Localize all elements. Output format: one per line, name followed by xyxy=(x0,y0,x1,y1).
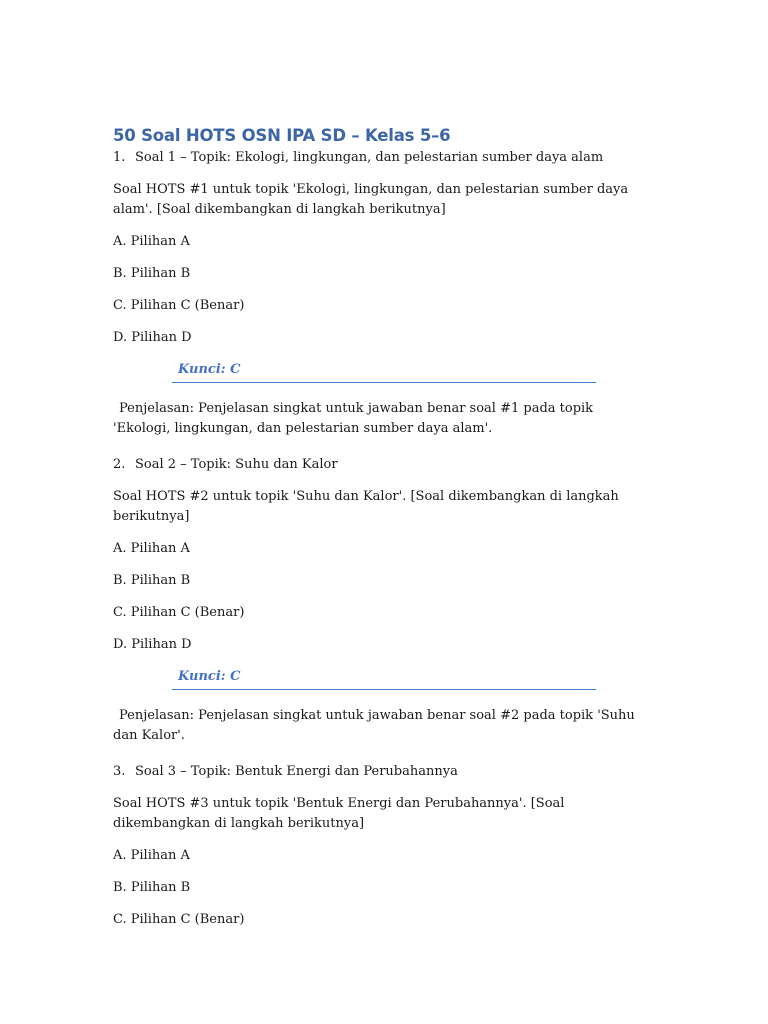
question-topic: Soal 1 – Topik: Ekologi, lingkungan, dan pelestarian sumber daya alam xyxy=(135,150,604,165)
question-stem: Soal HOTS #3 untuk topik 'Bentuk Energi dan Perubahannya'. [Soal dikembangkan di langkah berikutnya] xyxy=(113,796,565,831)
answer-key-underline xyxy=(172,689,596,690)
question-topic: Soal 3 – Topik: Bentuk Energi dan Perubahannya xyxy=(135,764,458,779)
document-title: 50 Soal HOTS OSN IPA SD – Kelas 5–6 xyxy=(113,126,451,145)
answer-key: Kunci: C xyxy=(178,362,241,377)
answer-key-underline xyxy=(172,382,596,383)
option-c: C. Pilihan C (Benar) xyxy=(113,298,245,313)
option-c: C. Pilihan C (Benar) xyxy=(113,912,245,927)
question-stem: Soal HOTS #1 untuk topik 'Ekologi, lingkungan, dan pelestarian sumber daya alam'. [Soal dikembangkan di langkah berikutnya] xyxy=(113,182,629,217)
answer-key-box xyxy=(172,667,596,690)
option-a: A. Pilihan A xyxy=(113,541,190,556)
option-d: D. Pilihan D xyxy=(113,330,192,345)
explanation: Penjelasan: Penjelasan singkat untuk jawaban benar soal #1 pada topik 'Ekologi, lingkungan, dan pelestarian sumber daya alam'. xyxy=(113,401,594,436)
option-a: A. Pilihan A xyxy=(113,234,190,249)
question-topic: Soal 2 – Topik: Suhu dan Kalor xyxy=(135,457,338,472)
question-2 xyxy=(113,455,653,746)
option-d: D. Pilihan D xyxy=(113,637,192,652)
question-3 xyxy=(113,762,653,930)
question-heading xyxy=(113,148,653,168)
question-heading xyxy=(113,455,653,475)
answer-key: Kunci: C xyxy=(178,669,241,684)
option-a: A. Pilihan A xyxy=(113,848,190,863)
question-1 xyxy=(113,148,653,439)
question-number: 2. xyxy=(113,457,126,472)
option-b: B. Pilihan B xyxy=(113,573,191,588)
document-body xyxy=(113,124,653,942)
question-heading xyxy=(113,762,653,782)
question-number: 1. xyxy=(113,150,126,165)
answer-key-box xyxy=(172,360,596,383)
option-c: C. Pilihan C (Benar) xyxy=(113,605,245,620)
option-b: B. Pilihan B xyxy=(113,880,191,895)
question-stem: Soal HOTS #2 untuk topik 'Suhu dan Kalor'. [Soal dikembangkan di langkah berikutnya] xyxy=(113,489,619,524)
explanation: Penjelasan: Penjelasan singkat untuk jawaban benar soal #2 pada topik 'Suhu dan Kalor'. xyxy=(113,708,635,743)
question-number: 3. xyxy=(113,764,126,779)
option-b: B. Pilihan B xyxy=(113,266,191,281)
